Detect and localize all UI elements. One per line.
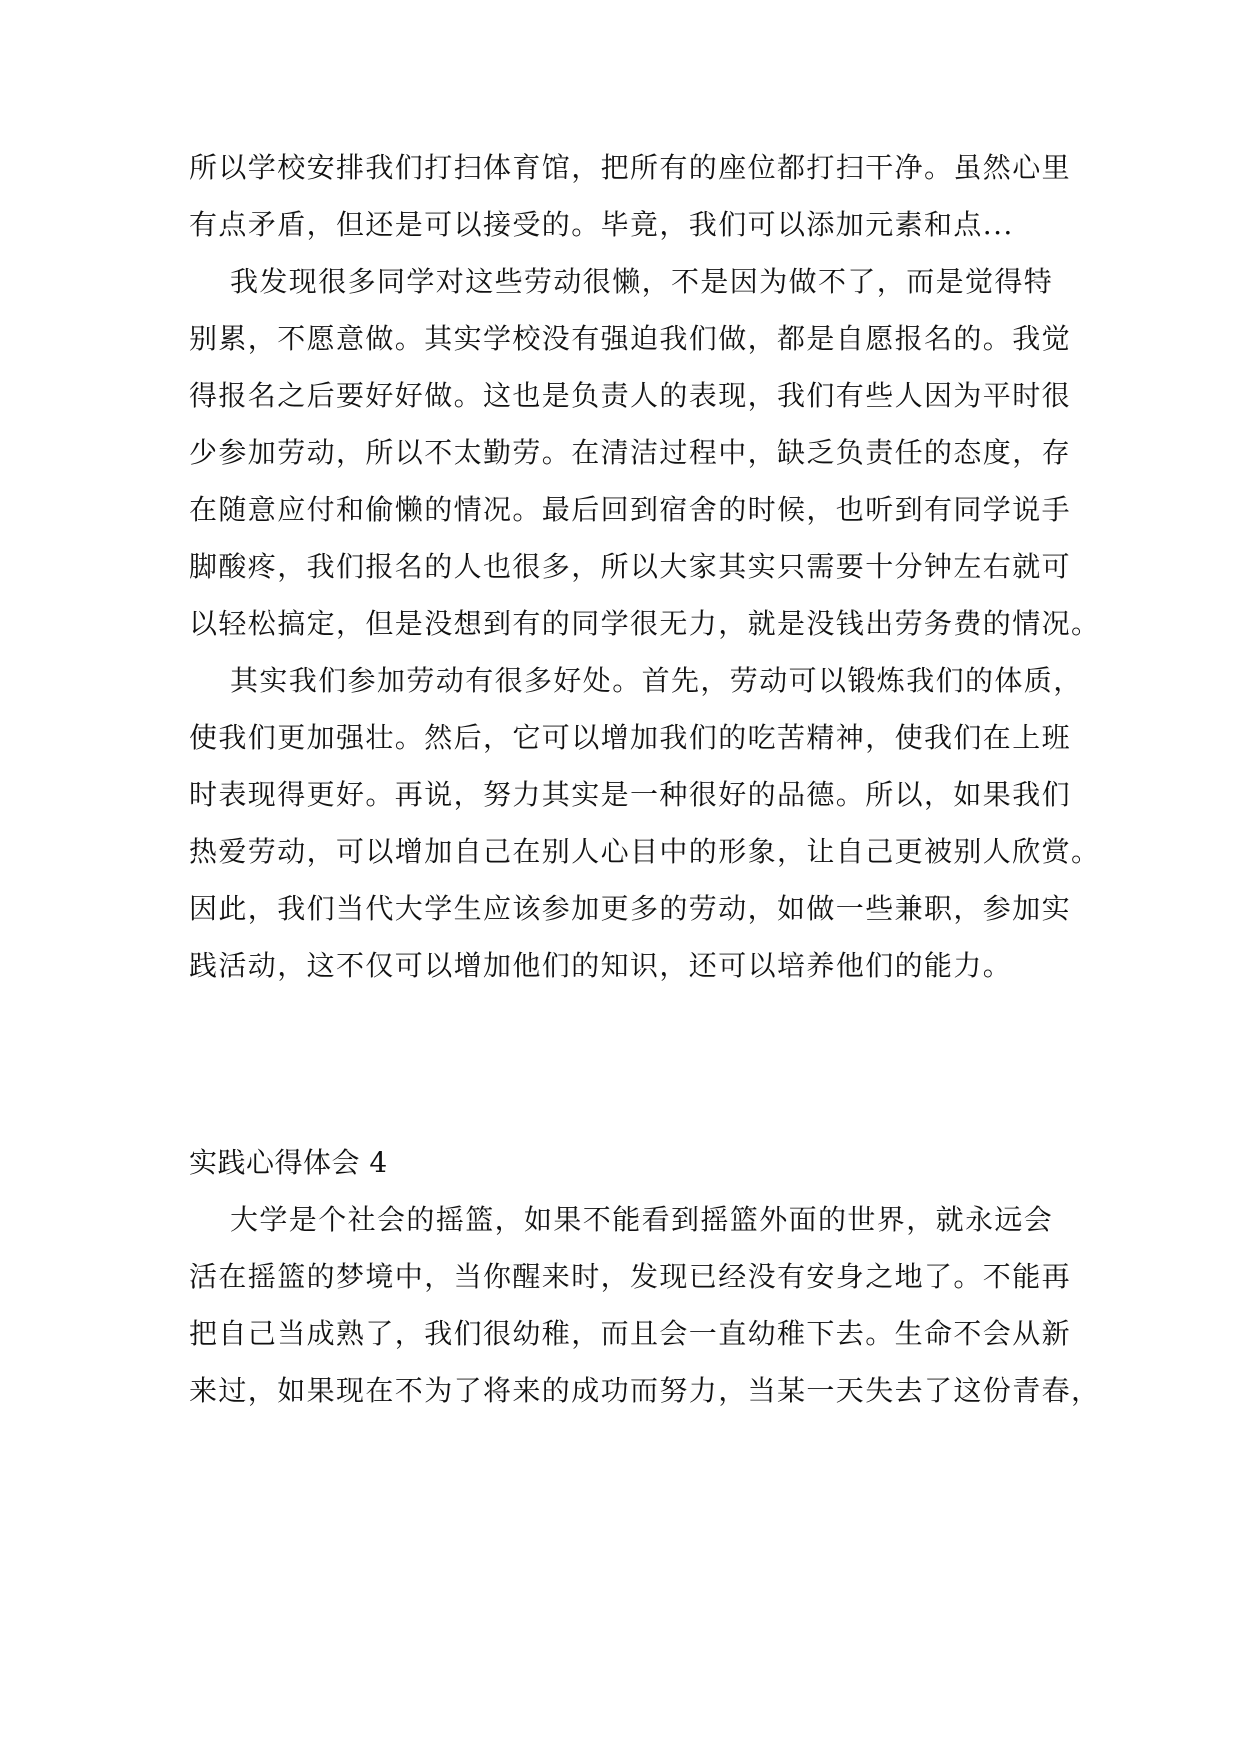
paragraph-2-line-3: 得报名之后要好好做。这也是负责人的表现，我们有些人因为平时很 — [189, 379, 1072, 412]
section-paragraph-line-4: 来过，如果现在不为了将来的成功而努力，当某一天失去了这份青春， — [189, 1374, 1101, 1407]
paragraph-3-line-5: 因此，我们当代大学生应该参加更多的劳动，如做一些兼职，参加实 — [189, 892, 1072, 925]
paragraph-2-line-4: 少参加劳动，所以不太勤劳。在清洁过程中，缺乏负责任的态度，存 — [189, 436, 1072, 469]
paragraph-1-line-1: 所以学校安排我们打扫体育馆，把所有的座位都打扫干净。虽然心里 — [189, 151, 1072, 184]
section-paragraph-line-2: 活在摇篮的梦境中，当你醒来时，发现已经没有安身之地了。不能再 — [189, 1260, 1072, 1293]
paragraph-2-line-5: 在随意应付和偷懒的情况。最后回到宿舍的时候，也听到有同学说手 — [189, 493, 1072, 526]
paragraph-2-line-2: 别累，不愿意做。其实学校没有强迫我们做，都是自愿报名的。我觉 — [189, 322, 1072, 355]
paragraph-3-line-6: 践活动，这不仅可以增加他们的知识，还可以培养他们的能力。 — [189, 949, 1013, 982]
paragraph-1-line-2: 有点矛盾，但还是可以接受的。毕竟，我们可以添加元素和点... — [189, 208, 1014, 241]
paragraph-3-line-2: 使我们更加强壮。然后，它可以增加我们的吃苦精神，使我们在上班 — [189, 721, 1072, 754]
paragraph-2-line-6: 脚酸疼，我们报名的人也很多，所以大家其实只需要十分钟左右就可 — [189, 550, 1072, 583]
paragraph-3-line-4: 热爱劳动，可以增加自己在别人心目中的形象，让自己更被别人欣赏。 — [189, 835, 1101, 868]
section-paragraph-line-3: 把自己当成熟了，我们很幼稚，而且会一直幼稚下去。生命不会从新 — [189, 1317, 1072, 1350]
paragraph-3-line-3: 时表现得更好。再说，努力其实是一种很好的品德。所以，如果我们 — [189, 778, 1072, 811]
paragraph-2-line-7: 以轻松搞定，但是没想到有的同学很无力，就是没钱出劳务费的情况。 — [189, 607, 1101, 640]
section-heading: 实践心得体会 4 — [189, 1146, 388, 1179]
section-paragraph-line-1: 大学是个社会的摇篮，如果不能看到摇篮外面的世界，就永远会 — [230, 1203, 1054, 1236]
paragraph-3-line-1: 其实我们参加劳动有很多好处。首先，劳动可以锻炼我们的体质， — [230, 664, 1083, 697]
paragraph-2-line-1: 我发现很多同学对这些劳动很懒，不是因为做不了，而是觉得特 — [230, 265, 1054, 298]
